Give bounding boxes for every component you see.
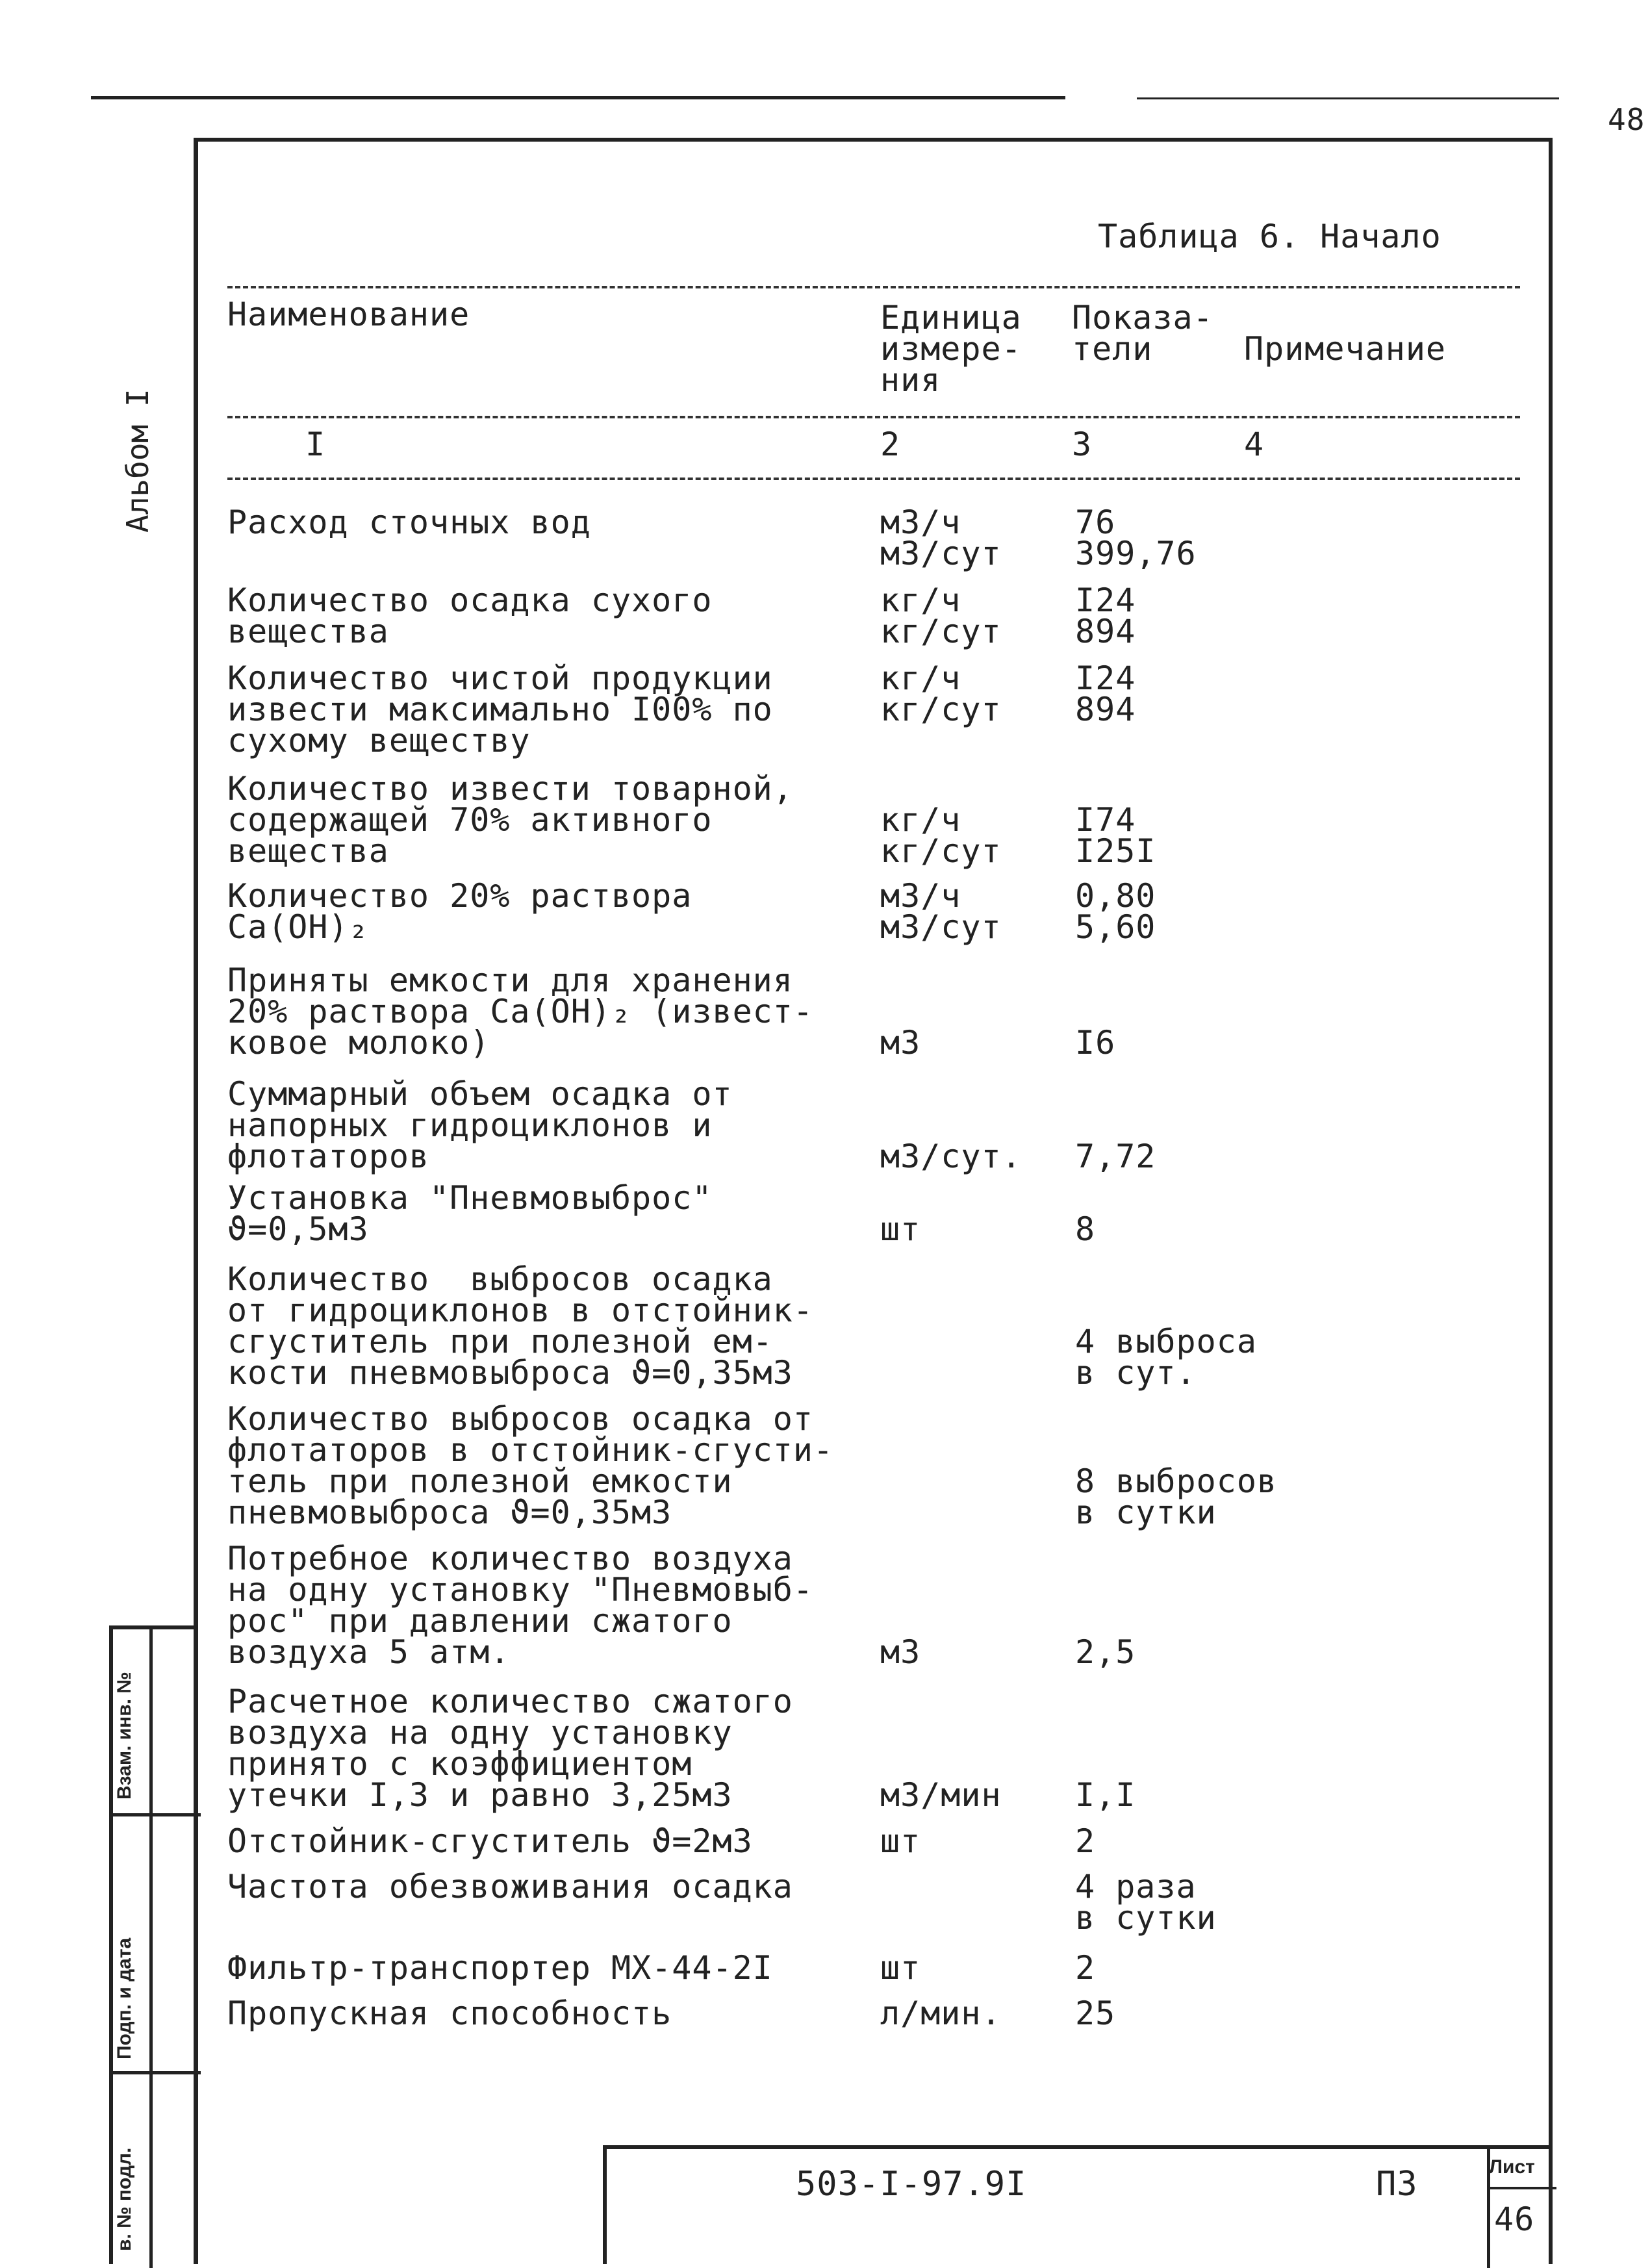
row-15-unit: шт [880,1949,921,1987]
header-line-top [227,286,1520,288]
row-3-name-line: сухому веществу [227,722,531,759]
row-4-unit: кг/сут [880,832,1002,870]
header-line-bottom [227,478,1520,480]
row-16-name-line: Пропускная способность [227,1994,672,2032]
row-2-name-line: Количество осадка сухого [227,581,713,619]
row-5-unit: м3/сут [880,908,1002,946]
row-12-name-line: принято с коэффициентом [227,1745,692,1783]
row-14-value: 4 раза [1075,1868,1197,1905]
row-7-name-line: Суммарный объем осадка от [227,1075,733,1113]
row-9-value: 4 выброса [1075,1323,1257,1360]
row-4-name-line: вещества [227,832,389,870]
row-7-name-line: флотаторов [227,1138,430,1175]
row-8-name-line: ϑ=0,5м3 [227,1210,369,1248]
row-6-value: I6 [1075,1024,1116,1062]
sheet-number: 46 [1494,2200,1535,2238]
row-10-value: 8 выбросов [1075,1462,1278,1500]
row-11-name-line: Потребное количество воздуха [227,1540,793,1577]
col-header-value-2: тели [1072,330,1153,368]
row-2-unit: кг/сут [880,613,1002,650]
row-4-value: I25I [1075,832,1156,870]
row-2-value: 894 [1075,613,1136,650]
row-13-name-line: Отстойник-сгуститель ϑ=2м3 [227,1822,753,1860]
row-7-value: 7,72 [1075,1138,1156,1175]
row-2-name-line: вещества [227,613,389,650]
col-number-1: I [305,426,326,463]
row-5-unit: м3/ч [880,877,961,915]
row-3-name-line: Количество чистой продукции [227,659,773,697]
row-3-name-line: извести максимально I00% по [227,691,773,728]
row-14-name-line: Частота обезвоживания осадка [227,1868,793,1905]
row-1-unit: м3/ч [880,503,961,541]
row-7-unit: м3/сут. [880,1138,1022,1175]
row-13-value: 2 [1075,1822,1096,1860]
row-10-name-line: тель при полезной емкости [227,1462,733,1500]
row-15-value: 2 [1075,1949,1096,1987]
row-10-value: в сутки [1075,1494,1217,1531]
row-1-value: 399,76 [1075,535,1197,572]
album-label: Альбом I [120,389,155,533]
col-header-unit-3: ния [880,361,941,399]
row-9-name-line: кости пневмовыброса ϑ=0,35м3 [227,1354,793,1392]
col-header-name: Наименование [227,296,470,333]
col-number-3: 3 [1072,426,1093,463]
col-header-unit-2: измере- [880,330,1022,368]
row-12-name-line: Расчетное количество сжатого [227,1683,793,1720]
row-11-value: 2,5 [1075,1633,1136,1671]
row-16-unit: л/мин. [880,1994,1002,2032]
row-1-value: 76 [1075,503,1116,541]
row-4-value: I74 [1075,801,1136,839]
col-number-4: 4 [1244,426,1265,463]
row-12-name-line: воздуха на одну установку [227,1714,733,1752]
row-12-value: I,I [1075,1776,1136,1814]
row-10-name-line: флотаторов в отстойник-сгусти- [227,1431,834,1469]
row-7-name-line: напорных гидроциклонов и [227,1106,713,1144]
row-5-name-line: Ca(OH)₂ [227,908,369,946]
row-11-unit: м3 [880,1633,921,1671]
row-14-value: в сутки [1075,1899,1217,1937]
row-4-unit: кг/ч [880,801,961,839]
row-2-value: I24 [1075,581,1136,619]
title-block [603,2145,1553,2264]
side-stamp-original: в. № подл. [114,2147,135,2251]
side-stamp-signature: Подп. и дата [114,1937,135,2059]
row-13-unit: шт [880,1822,921,1860]
row-11-name-line: воздуха 5 атм. [227,1633,511,1671]
row-10-name-line: пневмовыброса ϑ=0,35м3 [227,1494,672,1531]
row-1-unit: м3/сут [880,535,1002,572]
col-header-unit-1: Единица [880,299,1022,337]
row-8-name-line: Установка "Пневмовыброс" [227,1179,713,1217]
row-4-name-line: Количество извести товарной, [227,770,793,808]
row-11-name-line: на одну установку "Пневмовыб- [227,1571,813,1609]
row-6-unit: м3 [880,1024,921,1062]
row-8-unit: шт [880,1210,921,1248]
doc-section: ПЗ [1376,2165,1418,2204]
row-5-name-line: Количество 20% раствора [227,877,692,915]
row-3-unit: кг/сут [880,691,1002,728]
row-10-name-line: Количество выбросов осадка от [227,1400,813,1438]
col-number-2: 2 [880,426,901,463]
row-1-name-line: Расход сточных вод [227,503,591,541]
row-3-value: I24 [1075,659,1136,697]
table-title: Таблица 6. Начало [1098,218,1441,255]
row-6-name-line: ковое молоко) [227,1024,490,1062]
row-8-value: 8 [1075,1210,1096,1248]
row-9-name-line: Количество выбросов осадка [227,1260,773,1298]
row-5-value: 5,60 [1075,908,1156,946]
header-line-mid [227,416,1520,418]
row-4-name-line: содержащей 70% активного [227,801,713,839]
sheet-label: Лист [1489,2156,1535,2178]
row-12-unit: м3/мин [880,1776,1002,1814]
row-6-name-line: Приняты емкости для хранения [227,962,793,999]
top-scan-line [91,96,1065,99]
top-scan-line-right [1137,97,1559,99]
row-6-name-line: 20% раствора Ca(OH)₂ (извест- [227,993,813,1030]
row-11-name-line: рос" при давлении сжатого [227,1602,733,1640]
side-stamp-replace: Взам. инв. № [114,1672,135,1800]
row-9-name-line: от гидроциклонов в отстойник- [227,1292,813,1329]
row-2-unit: кг/ч [880,581,961,619]
col-header-value-1: Показа- [1072,299,1213,337]
col-header-note: Примечание [1244,330,1447,368]
row-9-value: в сут. [1075,1354,1197,1392]
row-3-value: 894 [1075,691,1136,728]
row-9-name-line: сгуститель при полезной ем- [227,1323,773,1360]
doc-code: 503-I-97.9I [796,2165,1027,2204]
row-3-unit: кг/ч [880,659,961,697]
row-15-name-line: Фильтр-транспортер МХ-44-2I [227,1949,773,1987]
row-5-value: 0,80 [1075,877,1156,915]
row-16-value: 25 [1075,1994,1116,2032]
page-number-top: 48 [1608,102,1645,137]
row-12-name-line: утечки I,3 и равно 3,25м3 [227,1776,733,1814]
